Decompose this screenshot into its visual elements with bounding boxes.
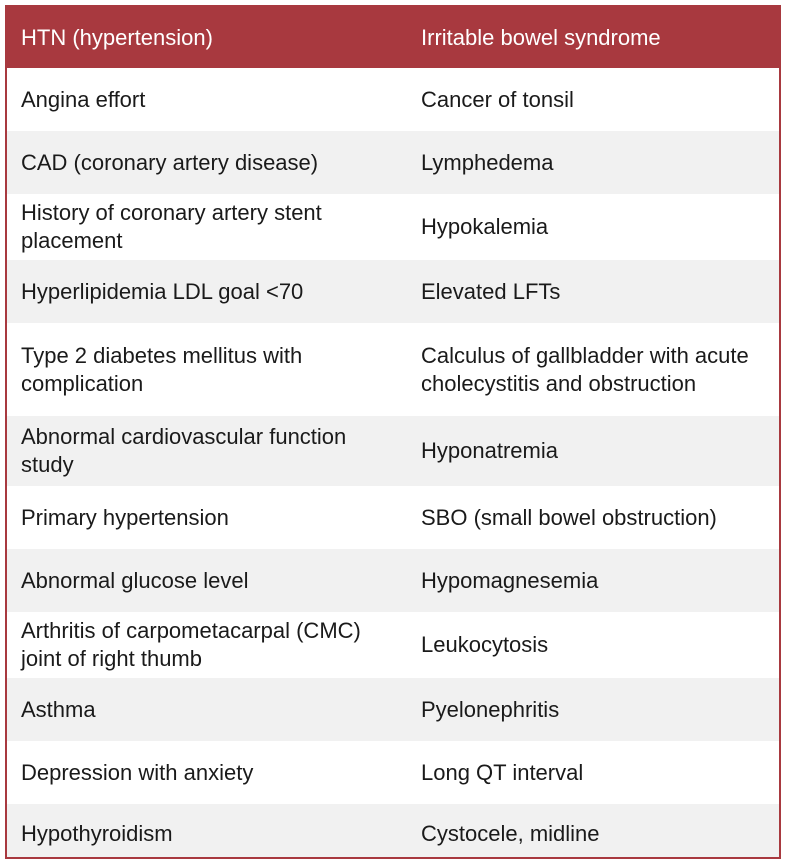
table-cell-right: Calculus of gallbladder with acute cholecystitis and obstruction	[421, 342, 749, 396]
table-body	[7, 68, 779, 859]
table-row	[7, 486, 779, 549]
table-cell-left: Primary hypertension	[21, 504, 229, 530]
table-cell-right: Hypomagnesemia	[421, 567, 599, 593]
table-cell-right: Long QT interval	[421, 759, 584, 785]
diagnosis-table-frame	[5, 5, 781, 859]
table-cell-right: Cancer of tonsil	[421, 86, 574, 112]
table-cell-right: Leukocytosis	[421, 632, 549, 657]
table-row	[7, 549, 779, 612]
table-cell-left: CAD (coronary artery disease)	[21, 149, 319, 175]
table-cell-left: Abnormal cardiovascular function study	[21, 424, 347, 477]
table-cell-left: Angina effort	[21, 86, 146, 112]
table-cell-right: SBO (small bowel obstruction)	[421, 504, 717, 530]
table-row	[7, 678, 779, 741]
table-row	[7, 194, 779, 260]
table-cell-right: Elevated LFTs	[421, 278, 561, 304]
header-row	[7, 7, 779, 68]
table-cell-left: Abnormal glucose level	[21, 567, 249, 593]
diagnosis-table	[7, 7, 779, 859]
table-cell-right: Cystocele, midline	[421, 820, 600, 846]
table-row	[7, 68, 779, 131]
table-cell-left: Arthritis of carpometacarpal (CMC) joint of right thumb	[21, 618, 361, 671]
table-row	[7, 323, 779, 416]
table-cell-right: Hyponatremia	[421, 438, 558, 463]
table-cell-right: Hypokalemia	[421, 214, 549, 239]
table-cell-left: Hypothyroidism	[21, 820, 173, 846]
table-row	[7, 741, 779, 804]
header-cell-left: HTN (hypertension)	[21, 24, 213, 50]
table-cell-right: Pyelonephritis	[421, 696, 560, 722]
table-row	[7, 804, 779, 859]
header-cell-right: Irritable bowel syndrome	[421, 24, 661, 50]
table-header	[7, 7, 779, 68]
table-row	[7, 612, 779, 678]
table-cell-left: History of coronary artery stent placement	[21, 200, 322, 253]
table-row	[7, 260, 779, 323]
table-row	[7, 131, 779, 194]
table-cell-left: Depression with anxiety	[21, 759, 254, 785]
table-cell-left: Asthma	[21, 696, 96, 722]
table-cell-right: Lymphedema	[421, 149, 554, 175]
table-row	[7, 416, 779, 486]
table-cell-left: Type 2 diabetes mellitus with complication	[21, 342, 303, 396]
table-cell-left: Hyperlipidemia LDL goal <70	[21, 278, 304, 304]
